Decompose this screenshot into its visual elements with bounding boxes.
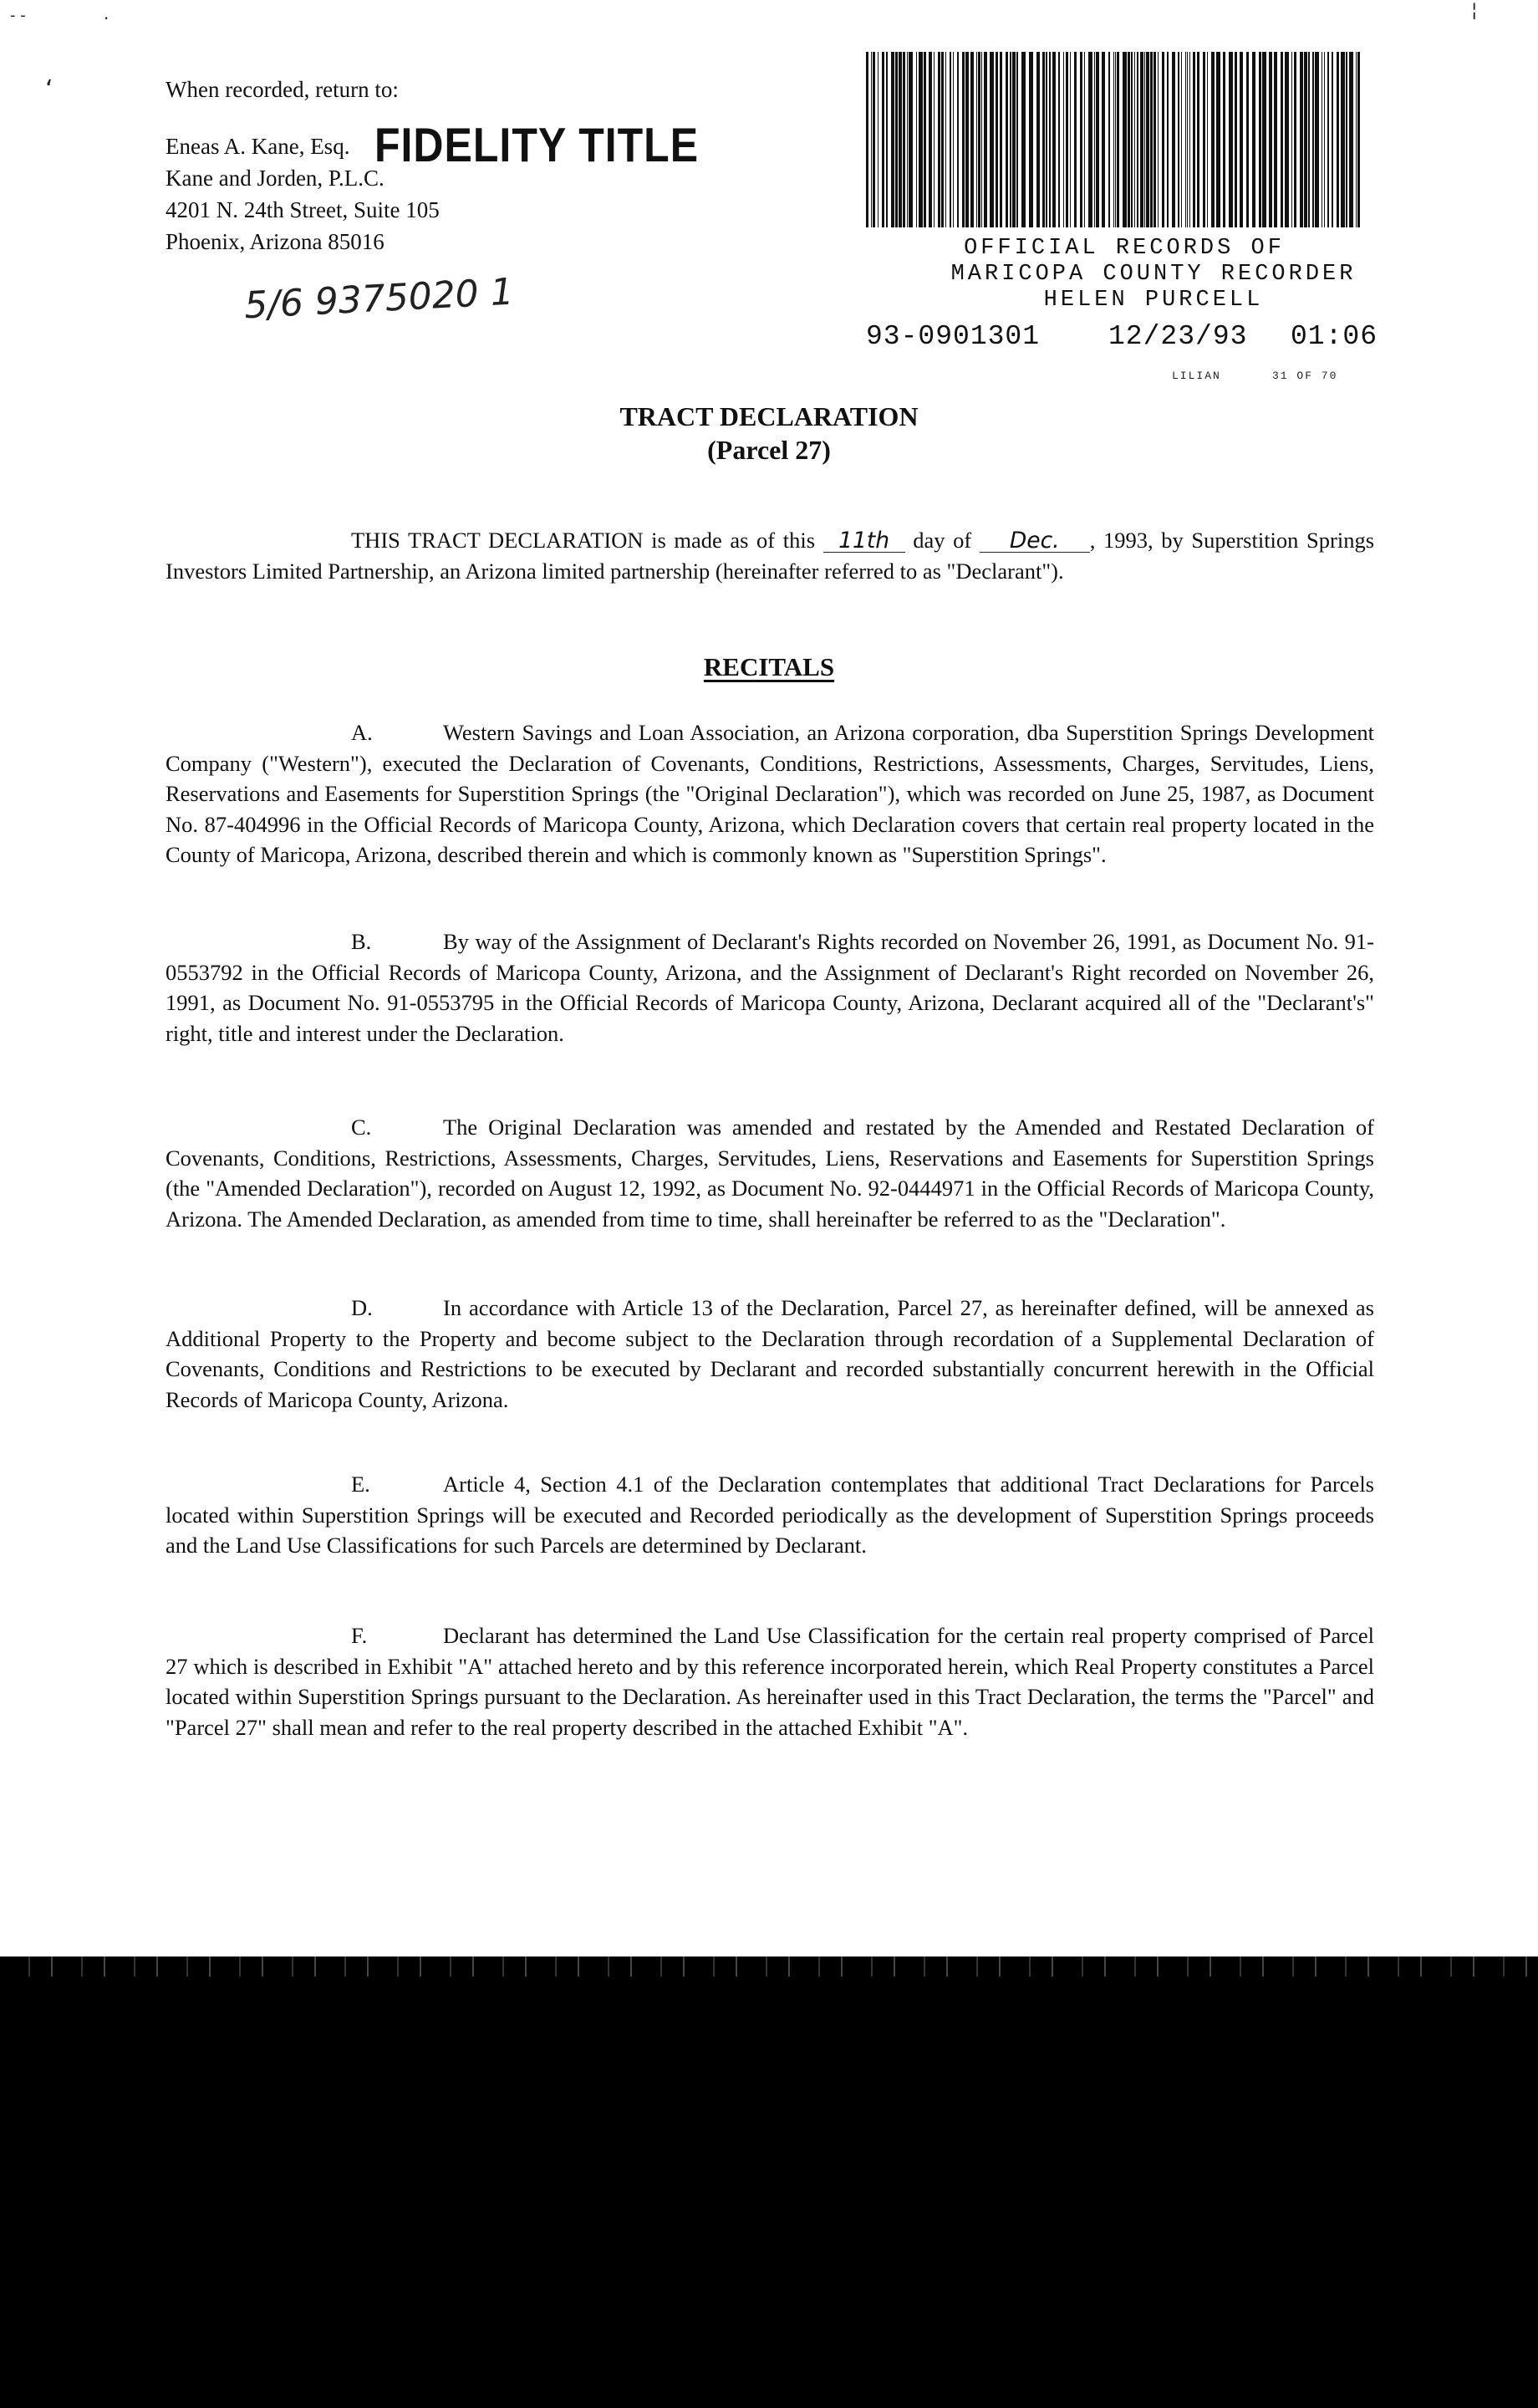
recitals-heading: RECITALS [703, 652, 835, 681]
barcode-bar [1158, 52, 1159, 227]
barcode-bar [1356, 52, 1357, 227]
barcode-bar [1144, 52, 1145, 227]
barcode-bar [1036, 52, 1040, 227]
barcode-bar [957, 52, 959, 227]
barcode-bar [990, 52, 994, 227]
scan-mark: · [104, 8, 109, 28]
barcode-bar [984, 52, 987, 227]
barcode-bar [1349, 52, 1353, 227]
barcode-bar [1167, 52, 1169, 227]
barcode-bar [1346, 52, 1347, 227]
recital-letter: C. [351, 1115, 372, 1140]
barcode-bar [1094, 52, 1095, 227]
barcode-bar [1150, 52, 1153, 227]
intro-before-day: THIS TRACT DECLARATION is made as of this [351, 528, 823, 553]
barcode-bar [1084, 52, 1085, 227]
barcode-bar [934, 52, 935, 227]
barcode-bar [1269, 52, 1272, 227]
scan-black-border [0, 1956, 1538, 2408]
barcode-bar [1223, 52, 1225, 227]
recital-d [166, 1293, 1374, 1415]
recital-c [166, 1112, 1374, 1234]
barcode-bar [1049, 52, 1051, 227]
barcode-bar [1012, 52, 1016, 227]
barcode-bar [970, 52, 974, 227]
return-street: 4201 N. 24th Street, Suite 105 [166, 197, 440, 222]
recording-date: 12/23/93 [1108, 321, 1248, 352]
barcode-bar [978, 52, 980, 227]
recital-text: Declarant has determined the Land Use Classification for the certain real property comprised of Parcel 27 which is described in Exhibit "A" attached hereto and by this reference incorporated herein, which Real Property constitutes a Parcel located within Superstition Springs pursuant to the Declaration. As hereinafter used in this Tract Declaration, the terms the "Parcel" and "Parcel 27" shall mean and refer to the real property described in the attached Exhibit "A". [166, 1623, 1374, 1740]
barcode-bar [886, 52, 888, 227]
barcode-bar [1080, 52, 1082, 227]
barcode-bar [899, 52, 902, 227]
recital-letter: D. [351, 1295, 373, 1320]
intro-after: , 1993, by Superstition Springs Investors Limited Partnership, an Arizona limited partnership (hereinafter referred to as "Declarant"). [166, 528, 1375, 584]
scan-mark: ‘ [45, 75, 53, 105]
clerk-name: LILIAN [1172, 370, 1221, 382]
barcode-bar [976, 52, 977, 227]
barcode-bar [965, 52, 969, 227]
barcode-bar [882, 52, 884, 227]
barcode-bar [1016, 52, 1018, 227]
barcode-bar [916, 52, 917, 227]
intro-paragraph [166, 525, 1374, 586]
barcode-bar [1240, 52, 1243, 227]
barcode-bar [1102, 52, 1105, 227]
barcode-bar [1337, 52, 1339, 227]
barcode-bar [1113, 52, 1114, 227]
barcode-bar [1042, 52, 1045, 227]
barcode-bar [1285, 52, 1289, 227]
barcode-bar [1197, 52, 1199, 227]
barcode-bar [1259, 52, 1261, 227]
handwritten-file-number: 5/6 9375020 1 [242, 270, 515, 328]
barcode-bar [1291, 52, 1292, 227]
barcode-bar [1324, 52, 1325, 227]
barcode-bar [1327, 52, 1329, 227]
barcode-bar [1315, 52, 1319, 227]
recorder-stamp [869, 236, 1438, 314]
barcode-bar [1006, 52, 1008, 227]
return-city: Phoenix, Arizona 85016 [166, 229, 384, 254]
barcode-bar [1063, 52, 1064, 227]
barcode-bar [1281, 52, 1283, 227]
recital-text: Western Savings and Loan Association, an Arizona corporation, dba Superstition Springs Development Company ("Western"), executed the Declaration of Covenants, Conditions, Restrictions, Assessments, Charges, Servitudes, Liens, Reservations and Easements for Superstition Springs (the "Original Declaration"), which was recorded on June 25, 1987, as Document No. 87-404996 in the Official Records of Maricopa County, Arizona, which Declaration covers that certain real property located in the County of Maricopa, Arizona, described therein and which is commonly known as "Superstition Springs". [166, 720, 1374, 867]
barcode-bar [1189, 52, 1190, 227]
barcode-bar [1229, 52, 1233, 227]
barcode-bar [873, 52, 875, 227]
barcode-bar [895, 52, 898, 227]
barcode-bar [1052, 52, 1056, 227]
barcode-bar [1154, 52, 1156, 227]
barcode-bar [1115, 52, 1116, 227]
barcode-bar [1178, 52, 1179, 227]
barcode-bar [1058, 52, 1060, 227]
recital-a [166, 717, 1374, 870]
barcode-bar [1010, 52, 1011, 227]
recital-b [166, 926, 1374, 1048]
recital-text: Article 4, Section 4.1 of the Declaration contemplates that additional Tract Declarations for Parcels located within Superstition Springs will be executed and Recorded periodically as the development of Superstition Springs proceeds and the Land Use Classifications for such Parcels are determined by Declarant. [166, 1472, 1374, 1558]
barcode-bar [1203, 52, 1205, 227]
barcode-bar [1341, 52, 1345, 227]
barcode-bar [871, 52, 872, 227]
barcode-bar [1029, 52, 1033, 227]
recital-letter: F. [351, 1623, 368, 1648]
barcode-bar [1185, 52, 1186, 227]
barcode-bar [1140, 52, 1143, 227]
barcode-bar [1108, 52, 1110, 227]
barcode-bar [1332, 52, 1333, 227]
barcode-bar [981, 52, 982, 227]
barcode-bar [1246, 52, 1249, 227]
barcode-bar [1193, 52, 1195, 227]
barcode-bar [1074, 52, 1077, 227]
recital-letter: E. [351, 1472, 370, 1497]
barcode-bar [1211, 52, 1215, 227]
barcode-icon [866, 52, 1362, 227]
return-label: When recorded, return to: [166, 77, 399, 102]
barcode-bar [907, 52, 908, 227]
scan-mark: - - [10, 7, 26, 24]
barcode-bar [1134, 52, 1135, 227]
barcode-bar [1162, 52, 1164, 227]
barcode-bar [1207, 52, 1208, 227]
recording-document-number: 93-0901301 [866, 321, 1041, 352]
barcode-bar [1304, 52, 1307, 227]
barcode-bar [1312, 52, 1314, 227]
barcode-bar [1000, 52, 1002, 227]
barcode-bar [1128, 52, 1130, 227]
recital-letter: B. [351, 929, 372, 954]
recording-time: 01:06 [1291, 321, 1378, 352]
barcode-bar [1308, 52, 1310, 227]
recital-letter: A. [351, 720, 373, 745]
title-line-2: (Parcel 27) [707, 435, 831, 465]
barcode-bar [1088, 52, 1092, 227]
barcode-bar [950, 52, 951, 227]
document-title [0, 400, 1538, 467]
recital-f [166, 1620, 1374, 1742]
barcode-bar [1046, 52, 1047, 227]
barcode-bar [1235, 52, 1237, 227]
barcode-bar [1096, 52, 1099, 227]
recital-text: The Original Declaration was amended and restated by the Amended and Restated Declaration of Covenants, Conditions, Restrictions, Assessments, Charges, Servitudes, Liens, Reservations and Easements for Superstition Springs (the "Amended Declaration"), recorded on August 12, 1992, as Document No. 92-0444971 in the Official Records of Maricopa County, Arizona. The Amended Declaration, as amended from time to time, shall hereinafter be referred to as the "Declaration". [166, 1115, 1374, 1232]
barcode-bar [1274, 52, 1277, 227]
barcode-bar [903, 52, 905, 227]
barcode-bar [941, 52, 944, 227]
barcode-bar [1137, 52, 1138, 227]
recital-text: By way of the Assignment of Declarant's Rights recorded on November 26, 1991, as Document No. 91-0553792 in the Official Records of Maricopa County, Arizona, and the Assignment of Declarant's Right recorded on November 26, 1991, as Document No. 91-0553795 in the Official Records of Maricopa County, Arizona, Declarant acquired all of the "Declarant's" right, title and interest under the Declaration. [166, 929, 1374, 1046]
recorder-line-3: HELEN PURCELL [1043, 288, 1264, 313]
barcode-bar [1300, 52, 1303, 227]
barcode-bar [1066, 52, 1068, 227]
barcode-bar [891, 52, 894, 227]
barcode-bar [924, 52, 926, 227]
scan-edge-noise [0, 1956, 1538, 1977]
barcode-bar [1357, 52, 1360, 227]
return-name: Eneas A. Kane, Esq. [166, 134, 350, 159]
barcode-bar [1181, 52, 1182, 227]
barcode-bar [938, 52, 940, 227]
page-count: 31 OF 70 [1272, 370, 1338, 382]
handwritten-day: 11th [823, 530, 905, 553]
barcode-bar [1131, 52, 1133, 227]
recital-text: In accordance with Article 13 of the Declaration, Parcel 27, as hereinafter defined, will be annexed as Additional Property to the Property and become subject to the Declaration through recordation of a Supplemental Declaration of Covenants, Conditions and Restrictions to be executed by Declarant and recorded substantially concurrent herewith in the Official Records of Maricopa County, Arizona. [166, 1295, 1374, 1412]
title-line-1: TRACT DECLARATION [619, 401, 919, 431]
barcode-bar [909, 52, 913, 227]
handwritten-month: Dec. [980, 530, 1090, 553]
fidelity-title-stamp: FIDELITY TITLE [374, 118, 700, 172]
recorder-line-1: OFFICIAL RECORDS OF [964, 236, 1285, 261]
recital-e [166, 1469, 1374, 1561]
barcode-bar [1187, 52, 1188, 227]
barcode-bar [996, 52, 998, 227]
barcode-bar [1262, 52, 1266, 227]
barcode-bar [1252, 52, 1255, 227]
return-firm: Kane and Jorden, P.L.C. [166, 166, 384, 191]
barcode-bar [929, 52, 932, 227]
barcode-bar [1021, 52, 1026, 227]
barcode-bar [945, 52, 946, 227]
barcode-bar [962, 52, 965, 227]
barcode-bar [1294, 52, 1296, 227]
scan-mark: ¦ [1471, 0, 1478, 21]
intro-between: day of [904, 528, 980, 553]
barcode-bar [1146, 52, 1149, 227]
recorder-line-2: MARICOPA COUNTY RECORDER [950, 262, 1357, 287]
barcode-bar [919, 52, 923, 227]
barcode-bar [1172, 52, 1175, 227]
barcode-bar [1123, 52, 1127, 227]
barcode-bar [866, 52, 868, 227]
barcode-bar [953, 52, 954, 227]
barcode-bar [1216, 52, 1220, 227]
barcode-bar [1070, 52, 1071, 227]
barcode-bar [1117, 52, 1119, 227]
